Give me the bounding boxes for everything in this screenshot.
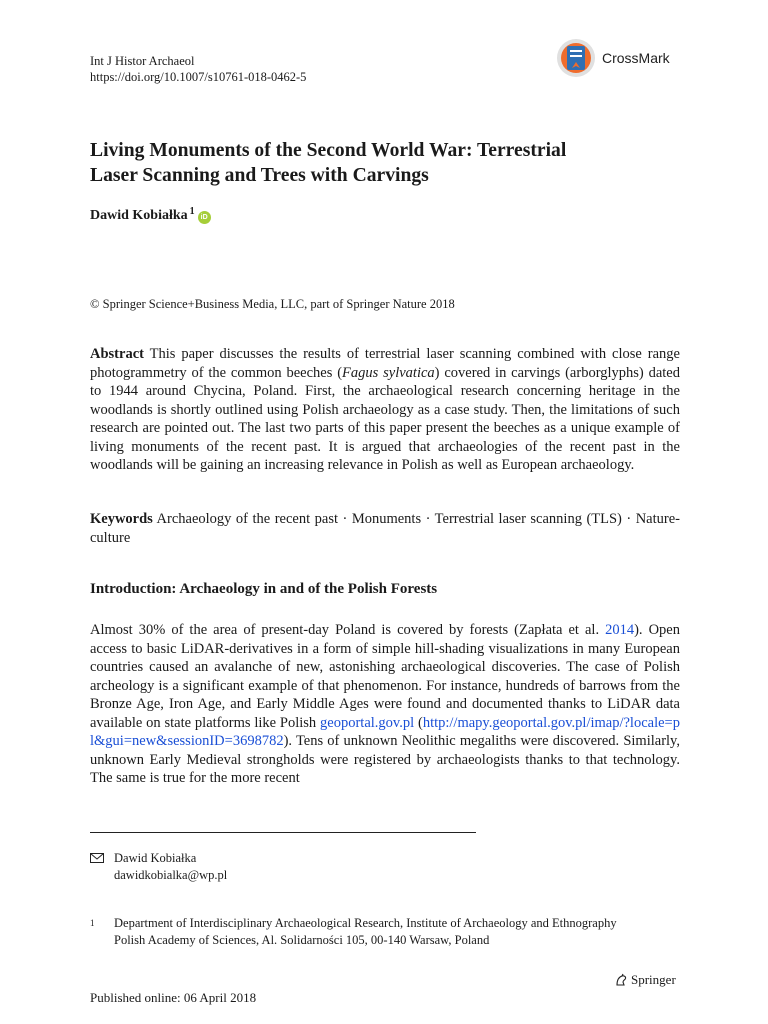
citation-link[interactable]: 2014	[605, 622, 635, 638]
envelope-icon	[90, 853, 104, 863]
orcid-icon[interactable]: iD	[198, 211, 211, 224]
keywords	[90, 510, 680, 547]
author-affiliation-marker: 1	[189, 206, 195, 217]
geoportal-url-link[interactable]: http://mapy.geoportal.gov.pl/imap/?locale=pl&gui=new&sessionID=3698782	[90, 714, 680, 749]
title-line-2: Laser Scanning and Trees with Carvings	[90, 165, 429, 186]
paper-title	[90, 138, 690, 188]
journal-header	[90, 53, 306, 85]
abstract-italic-term: Fagus sylvatica	[342, 364, 435, 381]
affiliation-number: 1	[90, 918, 95, 928]
copyright-notice: © Springer Science+Business Media, LLC, part of Springer Nature 2018	[90, 297, 455, 311]
springer-horse-icon	[614, 973, 628, 987]
author-line	[90, 208, 211, 224]
affiliation-footnote	[90, 915, 650, 949]
keywords-text: Archaeology of the recent past · Monuments · Terrestrial laser scanning (TLS) · Nature-culture	[90, 511, 680, 546]
contact-email[interactable]: dawidkobialka@wp.pl	[114, 868, 228, 882]
intro-text-1: Almost 30% of the area of present-day Poland is covered by forests (Zapłata et al.	[90, 622, 606, 638]
published-date: Published online: 06 April 2018	[90, 990, 257, 1005]
crossmark-label: CrossMark	[602, 50, 670, 66]
contact-name: Dawid Kobiałka	[114, 851, 197, 865]
footnote-divider	[90, 832, 476, 833]
journal-name: Int J Histor Archaeol	[90, 54, 195, 68]
intro-text-2: ). Open access to basic LiDAR-derivatives in a form of simple hill-shading visualizations in many European countries caused an avalanche of new, astonishing archaeological discoveries. The case of Polish archeology is a significant example of that phenomenon. For instance, hundreds of barrows from the Bronze Age, Iron Age, and Early Middle Ages were found and documented thanks to LiDAR data available on state platforms like Polish	[90, 622, 680, 731]
springer-logo	[614, 972, 676, 988]
affiliation-text: Department of Interdisciplinary Archaeological Research, Institute of Archaeology and Ethnography Polish Academy of Sciences, Al. Solidarności 105, 00-140 Warsaw, Poland	[114, 916, 617, 947]
abstract-text-b: ) covered in carvings (arborglyphs) dated to 1944 around Chycina, Poland. First, the archaeological research concerning heritage in the woodlands is shortly outlined using Polish archaeology as a case study. Then, the limitations of such research are pointed out. The last two parts of this paper present the beeches as a unique example of living monuments of the recent past. It is argued that archaeologies of the recent past in the woodlands will be gaining an increasing relevance in Polish as well as European archaeology.	[90, 364, 680, 473]
abstract-label: Abstract	[90, 346, 144, 362]
intro-text-3: (	[414, 714, 423, 731]
intro-text-4: ). Tens of unknown Neolithic megaliths were discovered. Similarly, unknown Early Medieval strongholds were registered by archaeologists thanks to that technology. The same is true for the more recent	[90, 733, 680, 786]
section-heading-introduction: Introduction: Archaeology in and of the Polish Forests	[90, 581, 438, 597]
doi-link[interactable]: https://doi.org/10.1007/s10761-018-0462-5	[90, 70, 307, 84]
springer-label: Springer	[631, 972, 676, 987]
corresponding-author	[90, 850, 227, 884]
crossmark-badge[interactable]	[556, 36, 686, 80]
geoportal-link[interactable]: geoportal.gov.pl	[320, 714, 415, 731]
abstract	[90, 345, 680, 475]
title-line-1: Living Monuments of the Second World War: Terrestrial	[90, 140, 567, 161]
author-name: Dawid Kobiałka	[90, 208, 188, 223]
keywords-label: Keywords	[90, 511, 153, 527]
abstract-text-a: This paper discusses the results of terrestrial laser scanning combined with close range photogrammetry of the common beeches (	[90, 346, 680, 381]
crossmark-icon	[556, 38, 596, 78]
introduction-paragraph	[90, 621, 680, 788]
